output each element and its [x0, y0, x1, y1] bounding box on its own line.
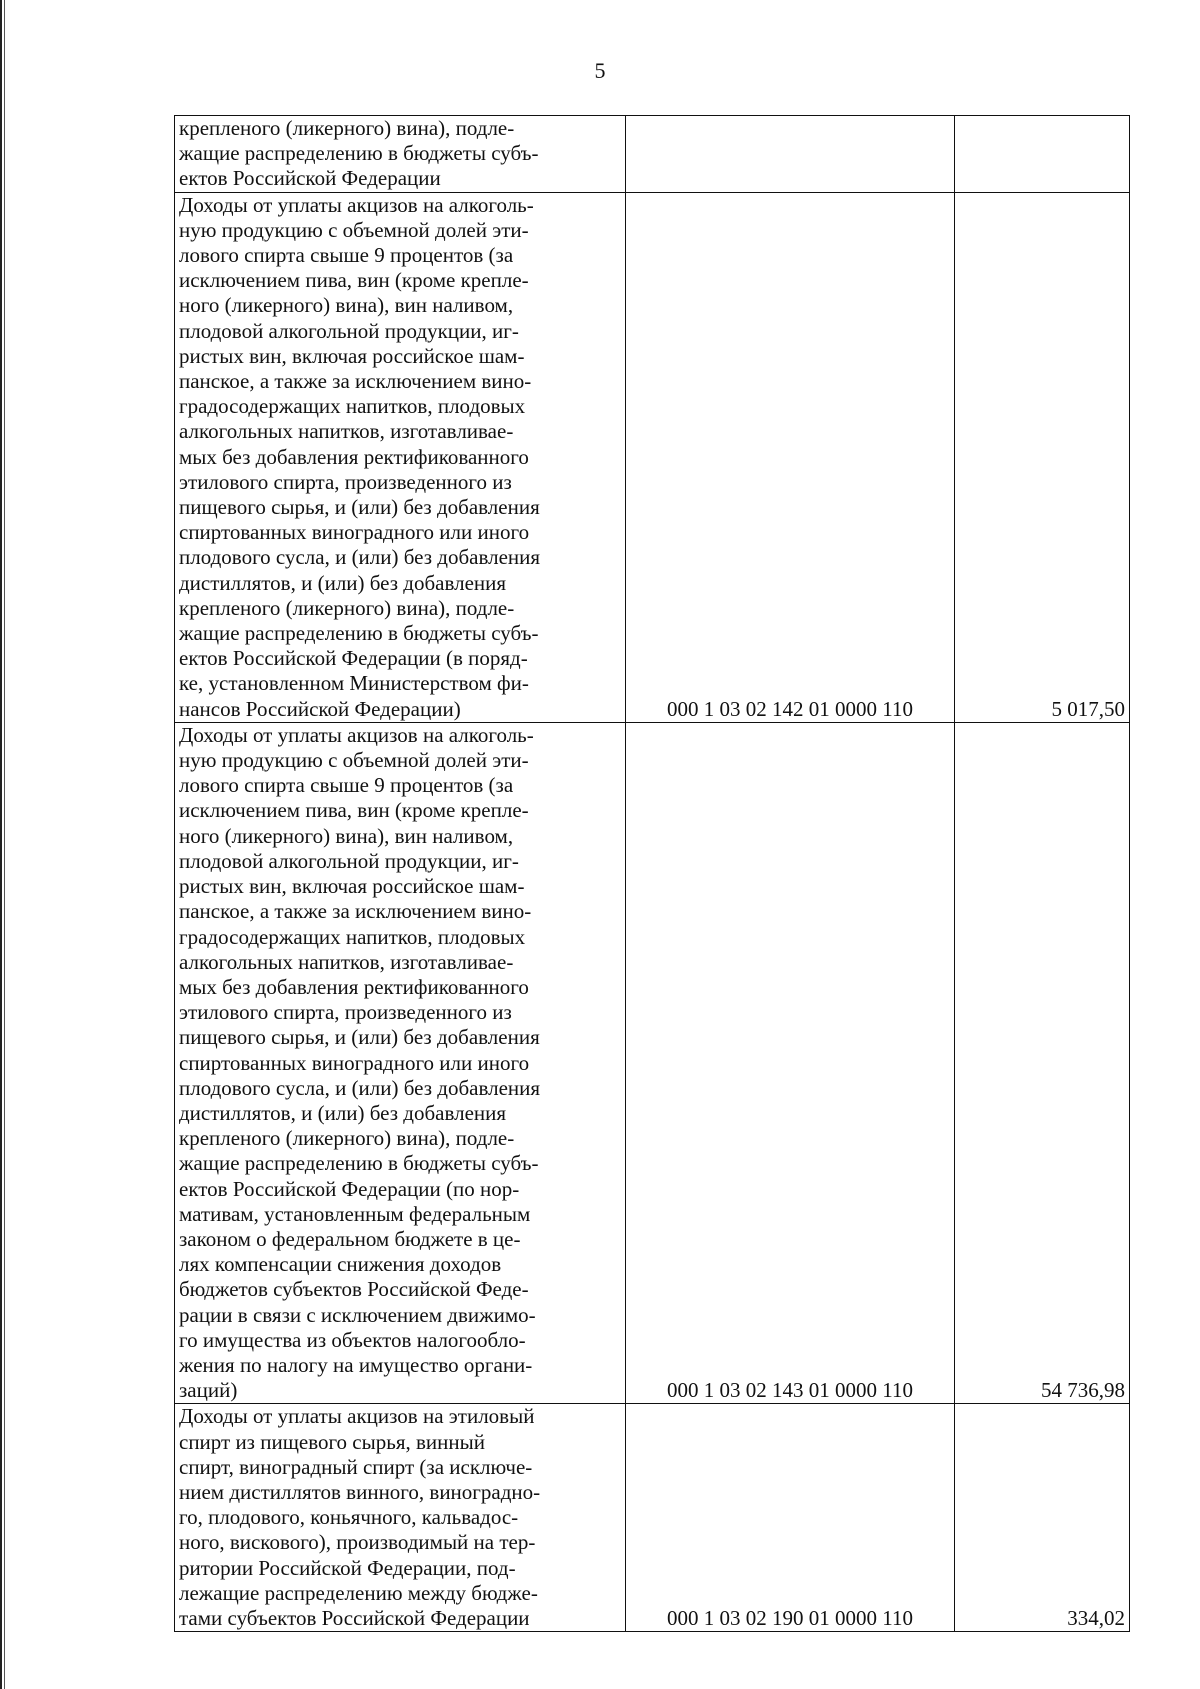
- budget-classification-code: 000 1 03 02 143 01 0000 110: [626, 722, 955, 1403]
- table-row: [175, 116, 1130, 193]
- revenue-amount: 334,02: [955, 1404, 1130, 1632]
- revenue-amount: 54 736,98: [955, 722, 1130, 1403]
- revenue-amount: [955, 116, 1130, 193]
- page-number: 5: [594, 58, 606, 83]
- budget-classification-code: 000 1 03 02 142 01 0000 110: [626, 192, 955, 722]
- revenue-description: крепленого (ликерного) вина), подле- жащие распределению в бюджеты субъ- ектов Российской Федерации: [175, 116, 626, 193]
- table-row: [175, 1404, 1130, 1632]
- table-row: [175, 192, 1130, 722]
- revenue-description: Доходы от уплаты акцизов на алкоголь- ную продукцию с объемной долей эти- лового спирта свыше 9 процентов (за исключением пива, вин (кроме крепле- ного (ликерного) вина), вин наливом, плодовой алкогольной продукции, иг- ристых вин, включая российское шам- панское, а также за исключением вино- градосодержащих напитков, плодовых алкогольных напитков, изготавливае- мых без добавления ректификованного этилового спирта, произведенного из пищевого сырья, и (или) без добавления спиртованных виноградного или иного плодового сусла, и (или) без добавления дистиллятов, и (или) без добавления крепленого (ликерного) вина), подле- жащие распределению в бюджеты субъ- ектов Российской Федерации (по нор- мативам, установленным федеральным законом о федеральном бюджете в це- лях компенсации снижения доходов бюджетов субъектов Российской Феде- рации в связи с исключением движимо- го имущества из объектов налогообло- жения по налогу на имущество органи- заций): [175, 722, 626, 1403]
- revenue-table: [174, 115, 1130, 1632]
- budget-classification-code: [626, 116, 955, 193]
- scan-edge: [0, 0, 5, 1689]
- table-row: [175, 722, 1130, 1403]
- budget-classification-code: 000 1 03 02 190 01 0000 110: [626, 1404, 955, 1632]
- revenue-amount: 5 017,50: [955, 192, 1130, 722]
- revenue-description: Доходы от уплаты акцизов на этиловый спирт из пищевого сырья, винный спирт, виноградный спирт (за исключе- нием дистиллятов винного, виноградно- го, плодового, коньячного, кальвадос- ного, вискового), производимый на тер- ритории Российской Федерации, под- лежащие распределению между бюдже- тами субъектов Российской Федерации: [175, 1404, 626, 1632]
- revenue-description: Доходы от уплаты акцизов на алкоголь- ную продукцию с объемной долей эти- лового спирта свыше 9 процентов (за исключением пива, вин (кроме крепле- ного (ликерного) вина), вин наливом, плодовой алкогольной продукции, иг- ристых вин, включая российское шам- панское, а также за исключением вино- градосодержащих напитков, плодовых алкогольных напитков, изготавливае- мых без добавления ректификованного этилового спирта, произведенного из пищевого сырья, и (или) без добавления спиртованных виноградного или иного плодового сусла, и (или) без добавления дистиллятов, и (или) без добавления крепленого (ликерного) вина), подле- жащие распределению в бюджеты субъ- ектов Российской Федерации (в поряд- ке, установленном Министерством фи- нансов Российской Федерации): [175, 192, 626, 722]
